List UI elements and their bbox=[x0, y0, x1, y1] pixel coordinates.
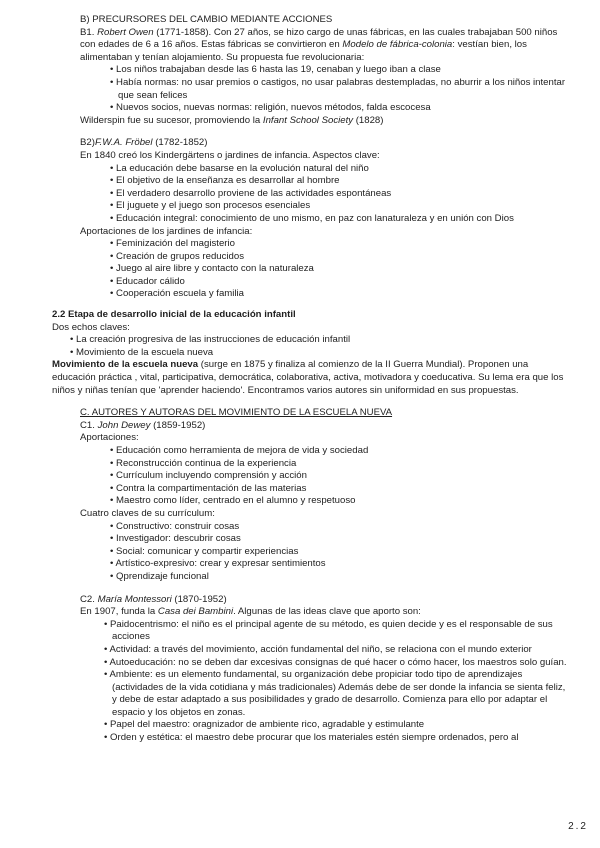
section-c-heading: C. AUTORES Y AUTORAS DEL MOVIMIENTO DE LA ESCUELA NUEVA bbox=[80, 407, 393, 419]
owen-paragraph bbox=[0, 27, 600, 65]
frobel-contrib-item: • Cooperación escuela y familia bbox=[110, 288, 245, 300]
frobel-contrib-item: • Educador cálido bbox=[110, 275, 185, 287]
owen-bullet: • Los niños trabajaban desde las 6 hasta las 19, cenaban y luego iban a clase bbox=[110, 64, 441, 76]
montessori-heading: C2. María Montessori (1870-1952) bbox=[80, 593, 227, 605]
dewey-contrib-item: • Reconstrucción continua de la experiencia bbox=[110, 457, 297, 469]
dewey-key-item: • Qprendizaje funcional bbox=[110, 570, 209, 582]
owen-name: Robert Owen bbox=[97, 26, 154, 38]
dewey-key-item: • Constructivo: construir cosas bbox=[110, 520, 240, 532]
frobel-intro: En 1840 creó los Kindergärtens o jardines de infancia. Aspectos clave: bbox=[80, 149, 380, 161]
owen-text2: : vestían bien, los alimentaban y tenían alojamiento. Su propuesta fue revolucionaria: bbox=[80, 39, 527, 63]
dewey-contrib-item: • Contra la compartimentación de las materias bbox=[110, 482, 307, 494]
dewey-contrib-item: • Maestro como líder, centrado en el alumno y respetuoso bbox=[110, 495, 356, 507]
montessori-intro: En 1907, funda la Casa dei Bambini. Algunas de las ideas clave que aporto son: bbox=[80, 606, 421, 618]
montessori-bullet: • Actividad: a través del movimiento, acción fundamental del niño, se relaciona con el mundo exterior bbox=[104, 643, 532, 655]
owen-bullet: • Nuevos socios, nuevas normas: religión, nuevos métodos, falda escocesa bbox=[110, 102, 431, 114]
owen-successor: Wilderspin fue su sucesor, promoviendo la Infant School Society (1828) bbox=[80, 114, 384, 126]
frobel-bullet: • El juguete y el juego son procesos esenciales bbox=[110, 200, 311, 212]
dewey-contrib-item: • Currículum incluyendo comprensión y acción bbox=[110, 470, 307, 482]
frobel-heading: B2)F.W.A. Fröbel (1782-1852) bbox=[80, 137, 208, 149]
section-2-2-intro: Dos echos claves: bbox=[52, 321, 130, 333]
montessori-bullet: • Papel del maestro: oragnizador de ambiente rico, agradable y estimulante bbox=[104, 719, 425, 731]
frobel-bullet: • La educación debe basarse en la evolución natural del niño bbox=[110, 162, 369, 174]
section-2-2-bullet: • La creación progresiva de las instrucciones de educación infantil bbox=[70, 334, 351, 346]
dewey-contrib-label: Aportaciones: bbox=[80, 432, 139, 444]
frobel-contrib-item: • Feminización del magisterio bbox=[110, 238, 235, 250]
frobel-contrib-item: • Juego al aire libre y contacto con la naturaleza bbox=[110, 263, 314, 275]
frobel-bullet: • El objetivo de la enseñanza es desarrollar al hombre bbox=[110, 175, 340, 187]
dewey-key-item: • Investigador: descubrir cosas bbox=[110, 533, 241, 545]
montessori-bullet: • Ambiente: es un elemento fundamental, su organización debe propiciar todo tipo de aprendizajes (actividades de la vida cotidiana y más tradicionales) Además debe de ser donde la infancia se sienta feliz, y debe de estar adaptado a sus posibilidades y grado de desarrollo. Comienza para ello por adaptar el espacio y los objetos en zonas. bbox=[104, 669, 566, 718]
dewey-contrib-item: • Educación como herramienta de mejora de vida y sociedad bbox=[110, 445, 369, 456]
dewey-key-item: • Social: comunicar y compartir experiencias bbox=[110, 545, 299, 557]
section-b-heading: B) PRECURSORES DEL CAMBIO MEDIANTE ACCIONES bbox=[80, 14, 333, 25]
frobel-bullet: • El verdadero desarrollo proviene de las actividades espontáneas bbox=[110, 187, 392, 199]
section-2-2-bullet: • Movimiento de la escuela nueva bbox=[70, 346, 214, 358]
page-number: 2.2 bbox=[568, 821, 588, 833]
document-page bbox=[0, 14, 600, 745]
frobel-contrib-item: • Creación de grupos reducidos bbox=[110, 250, 245, 262]
owen-italic: Modelo de fábrica-colonia bbox=[342, 39, 453, 51]
owen-dates: (1771-1858). bbox=[156, 26, 212, 38]
montessori-bullet: • Paidocentrismo: el niño es el principal agente de su método, es quien decide y es el responsable de sus acciones bbox=[104, 618, 553, 643]
frobel-bullet: • Educación integral: conocimiento de uno mismo, en paz con lanaturaleza y en unión con Dios bbox=[110, 212, 514, 224]
section-2-2-title: 2.2 Etapa de desarrollo inicial de la educación infantil bbox=[52, 309, 296, 321]
dewey-heading: C1. John Dewey (1859-1952) bbox=[80, 419, 206, 431]
owen-prefix: B1. bbox=[80, 26, 95, 38]
owen-text1: Con 27 años, se hizo cargo de unas fábricas, en las cuales trabajaban 500 niños con edades de 6 a 16 años. Estas fábricas se convirtieron en bbox=[80, 26, 558, 51]
escuela-nueva-paragraph: Movimiento de la escuela nueva (surge en 1875 y finaliza al comienzo de la II Guerra Mundial). Proponen una educación práctica , vital, participativa, democrática, colaborativa, activa, motivadora y coeducativa. Su lema era que los niños y niñas tenían que 'aprender haciendo'. Encontramos varios autores sin uniformidad en sus propuestas. bbox=[52, 359, 564, 396]
montessori-bullet: • Orden y estética: el maestro debe procurar que los materiales estén siempre ordenados, pero al bbox=[104, 732, 519, 744]
montessori-bullet: • Autoeducación: no se deben dar excesivas consignas de qué hacer o cómo hacer, los maestros solo guían. bbox=[104, 656, 567, 668]
dewey-keys-label: Cuatro claves de su currículum: bbox=[80, 507, 215, 519]
owen-bullet: • Había normas: no usar premios o castigos, no usar palabras destempladas, no aburrir a los niños intentar que sean felices bbox=[110, 76, 566, 101]
frobel-contrib-label: Aportaciones de los jardines de infancia: bbox=[80, 225, 253, 237]
dewey-key-item: • Artístico-expresivo: crear y expresar sentimientos bbox=[110, 558, 326, 570]
